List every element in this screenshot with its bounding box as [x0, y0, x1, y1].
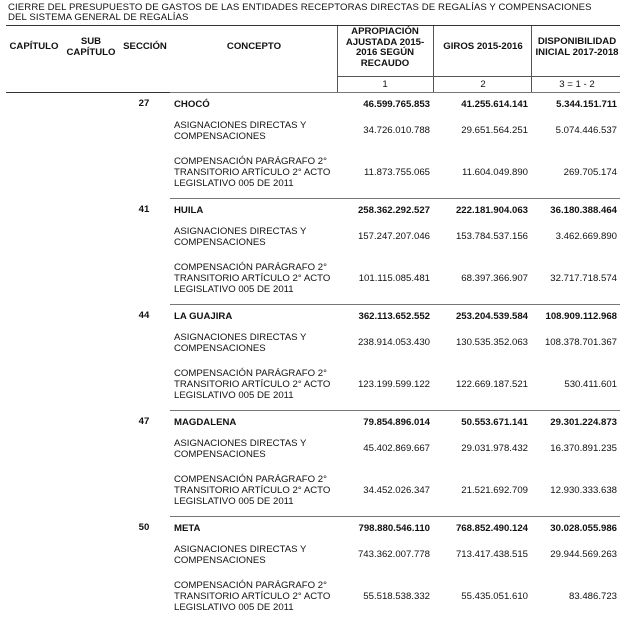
budget-table: [6, 92, 620, 622]
header-seccion: SECCIÓN: [123, 41, 167, 52]
subcapitulo-cell: [62, 570, 118, 622]
header-capitulo: CAPÍTULO: [9, 41, 59, 52]
section-cell: [118, 327, 170, 358]
capitulo-cell: [6, 252, 62, 305]
capitulo-cell: [6, 305, 62, 328]
subcapitulo-cell: [62, 433, 118, 464]
section-cell: 47: [138, 416, 150, 428]
disponibilidad-cell: 12.930.333.638: [550, 484, 617, 496]
concept-cell: ASIGNACIONES DIRECTAS Y COMPENSACIONES: [174, 225, 307, 248]
concept-cell: COMPENSACIÓN PARÁGRAFO 2° TRANSITORIO ARTÍCULO 2° ACTO LEGISLATIVO 005 DE 2011: [174, 261, 331, 295]
apropiacion-cell: 45.402.869.667: [363, 443, 430, 454]
concept-cell: HUILA: [170, 199, 337, 222]
subcapitulo-cell: [62, 539, 118, 570]
concept-cell: COMPENSACIÓN PARÁGRAFO 2° TRANSITORIO ARTÍCULO 2° ACTO LEGISLATIVO 005 DE 2011: [174, 473, 331, 507]
apropiacion-cell: 798.880.546.110: [337, 517, 433, 540]
apropiacion-cell: 123.199.599.122: [357, 378, 430, 390]
section-cell: 27: [138, 98, 150, 110]
capitulo-cell: [6, 539, 62, 570]
apropiacion-cell: 11.873.755.065: [364, 166, 430, 178]
subcapitulo-cell: [62, 146, 118, 199]
header-giros: GIROS 2015-2016: [443, 41, 523, 52]
concept-cell: CHOCÓ: [170, 93, 337, 116]
section-cell: [118, 252, 170, 305]
subcapitulo-cell: [62, 115, 118, 146]
concept-cell: LA GUAJIRA: [170, 305, 337, 328]
concept-row: [6, 327, 620, 358]
section-cell: 50: [138, 522, 150, 534]
apropiacion-cell: 34.452.026.347: [363, 484, 430, 496]
capitulo-cell: [6, 517, 62, 540]
concept-row: [6, 570, 620, 622]
subcapitulo-cell: [62, 93, 118, 116]
capitulo-cell: [6, 358, 62, 411]
department-row: [6, 517, 620, 540]
colnum-apropiacion: 1: [382, 79, 388, 90]
col-divider: [531, 26, 532, 92]
section-cell: [118, 570, 170, 622]
concept-cell: MAGDALENA: [170, 411, 337, 434]
giros-cell: 222.181.904.063: [433, 199, 531, 222]
giros-cell: 29.031.978.432: [461, 443, 528, 454]
giros-cell: 153.784.537.156: [455, 231, 528, 242]
giros-cell: 768.852.490.124: [433, 517, 531, 540]
capitulo-cell: [6, 199, 62, 222]
department-row: [6, 93, 620, 116]
section-cell: 44: [138, 310, 150, 322]
apropiacion-cell: 238.914.053.430: [357, 337, 430, 348]
capitulo-cell: [6, 433, 62, 464]
capitulo-cell: [6, 221, 62, 252]
header-divider: [337, 76, 620, 77]
disponibilidad-cell: 530.411.601: [564, 378, 617, 390]
section-cell: [118, 115, 170, 146]
apropiacion-cell: 157.247.207.046: [357, 231, 430, 242]
giros-cell: 713.417.438.515: [455, 549, 528, 560]
disponibilidad-cell: 108.378.701.367: [544, 337, 617, 348]
apropiacion-cell: 55.518.538.332: [363, 590, 430, 602]
capitulo-cell: [6, 327, 62, 358]
colnum-giros: 2: [480, 79, 486, 90]
concept-row: [6, 146, 620, 199]
concept-row: [6, 221, 620, 252]
disponibilidad-cell: 32.717.718.574: [550, 272, 617, 284]
section-cell: [118, 358, 170, 411]
apropiacion-cell: 46.599.765.853: [337, 93, 433, 116]
concept-row: [6, 115, 620, 146]
department-row: [6, 199, 620, 222]
giros-cell: 130.535.352.063: [455, 337, 528, 348]
document-title: CIERRE DEL PRESUPUESTO DE GASTOS DE LAS ENTIDADES RECEPTORAS DIRECTAS DE REGALÍAS Y COMPENSACIONES DEL SISTEMA GENERAL DE REGALÍAS: [8, 2, 592, 23]
header-concepto: CONCEPTO: [226, 41, 282, 52]
concept-row: [6, 433, 620, 464]
table-header: [6, 25, 620, 93]
section-cell: [118, 146, 170, 199]
concept-cell: COMPENSACIÓN PARÁGRAFO 2° TRANSITORIO ARTÍCULO 2° ACTO LEGISLATIVO 005 DE 2011: [174, 367, 331, 401]
disponibilidad-cell: 3.462.669.890: [555, 231, 617, 242]
subcapitulo-cell: [62, 411, 118, 434]
colnum-disponibilidad: 3 = 1 - 2: [559, 79, 595, 90]
apropiacion-cell: 258.362.292.527: [337, 199, 433, 222]
subcapitulo-cell: [62, 358, 118, 411]
capitulo-cell: [6, 570, 62, 622]
disponibilidad-cell: 108.909.112.968: [531, 305, 620, 328]
section-cell: [118, 464, 170, 517]
giros-cell: 21.521.692.709: [461, 484, 528, 496]
concept-cell: ASIGNACIONES DIRECTAS Y COMPENSACIONES: [174, 543, 307, 566]
disponibilidad-cell: 5.074.446.537: [555, 125, 617, 136]
subcapitulo-cell: [62, 252, 118, 305]
disponibilidad-cell: 83.486.723: [568, 590, 617, 602]
capitulo-cell: [6, 146, 62, 199]
giros-cell: 41.255.614.141: [433, 93, 531, 116]
concept-cell: ASIGNACIONES DIRECTAS Y COMPENSACIONES: [174, 437, 307, 460]
header-subcapitulo: SUB CAPÍTULO: [66, 36, 116, 58]
giros-cell: 55.435.051.610: [461, 590, 528, 602]
concept-cell: COMPENSACIÓN PARÁGRAFO 2° TRANSITORIO ARTÍCULO 2° ACTO LEGISLATIVO 005 DE 2011: [174, 155, 331, 189]
concept-row: [6, 358, 620, 411]
subcapitulo-cell: [62, 327, 118, 358]
giros-cell: 253.204.539.584: [433, 305, 531, 328]
concept-row: [6, 539, 620, 570]
concept-row: [6, 252, 620, 305]
giros-cell: 11.604.049.890: [462, 166, 528, 178]
disponibilidad-cell: 29.301.224.873: [531, 411, 620, 434]
subcapitulo-cell: [62, 517, 118, 540]
concept-cell: ASIGNACIONES DIRECTAS Y COMPENSACIONES: [174, 119, 307, 142]
apropiacion-cell: 743.362.007.778: [357, 549, 430, 560]
concept-cell: META: [170, 517, 337, 540]
concept-cell: COMPENSACIÓN PARÁGRAFO 2° TRANSITORIO ARTÍCULO 2° ACTO LEGISLATIVO 005 DE 2011: [174, 579, 331, 613]
apropiacion-cell: 34.726.010.788: [363, 125, 430, 136]
disponibilidad-cell: 16.370.891.235: [550, 443, 617, 454]
capitulo-cell: [6, 93, 62, 116]
section-cell: 41: [138, 204, 150, 216]
col-divider: [337, 26, 338, 92]
apropiacion-cell: 79.854.896.014: [337, 411, 433, 434]
header-disponibilidad: DISPONIBILIDAD INICIAL 2017-2018: [535, 36, 619, 58]
subcapitulo-cell: [62, 464, 118, 517]
header-apropiacion: APROPIACIÓN AJUSTADA 2015-2016 SEGÚN RECAUDO: [345, 26, 425, 69]
capitulo-cell: [6, 411, 62, 434]
giros-cell: 122.669.187.521: [455, 378, 528, 390]
apropiacion-cell: 362.113.652.552: [337, 305, 433, 328]
capitulo-cell: [6, 464, 62, 517]
department-row: [6, 305, 620, 328]
concept-cell: ASIGNACIONES DIRECTAS Y COMPENSACIONES: [174, 331, 307, 354]
disponibilidad-cell: 269.705.174: [563, 166, 617, 178]
disponibilidad-cell: 5.344.151.711: [531, 93, 620, 116]
col-divider: [433, 26, 434, 92]
department-row: [6, 411, 620, 434]
capitulo-cell: [6, 115, 62, 146]
giros-cell: 50.553.671.141: [433, 411, 531, 434]
section-cell: [118, 221, 170, 252]
disponibilidad-cell: 30.028.055.986: [531, 517, 620, 540]
giros-cell: 68.397.366.907: [461, 272, 528, 284]
section-cell: [118, 433, 170, 464]
apropiacion-cell: 101.115.085.481: [358, 272, 430, 284]
disponibilidad-cell: 36.180.388.464: [531, 199, 620, 222]
section-cell: [118, 539, 170, 570]
giros-cell: 29.651.564.251: [461, 125, 528, 136]
subcapitulo-cell: [62, 221, 118, 252]
disponibilidad-cell: 29.944.569.263: [550, 549, 617, 560]
concept-row: [6, 464, 620, 517]
subcapitulo-cell: [62, 305, 118, 328]
subcapitulo-cell: [62, 199, 118, 222]
